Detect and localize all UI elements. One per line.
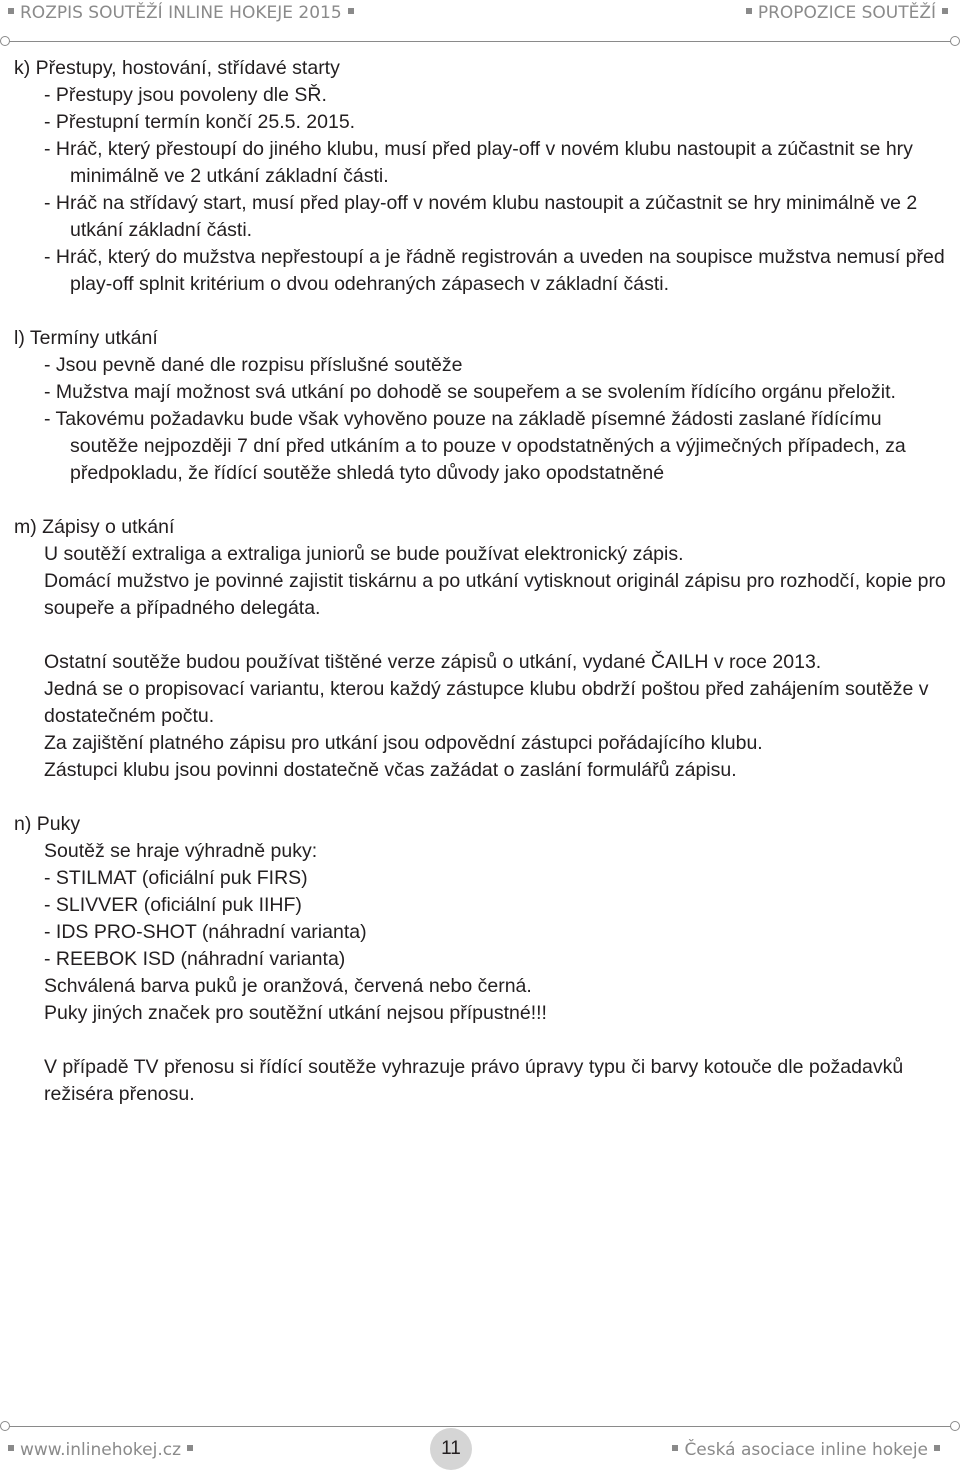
paragraph: Za zajištění platného zápisu pro utkání jsou odpovědní zástupci pořádajícího klubu. [44,732,763,754]
page-header [0,0,960,30]
list-item: - Takovému požadavku bude však vyhověno pouze na základě písemné žádosti zaslané řídícímu soutěže nejpozději 7 dní před utkáním a to pouze v opodstatněných a výjimečných případech, za předpokladu, že řídící soutěže shledá tyto důvody jako opodstatněné [44,408,906,484]
bullet-square-icon [942,8,948,14]
list-item: - Hráč, který přestoupí do jiného klubu, musí před play-off v novém klubu nastoupit a zúčastnit se hry minimálně ve 2 utkání základní části. [44,138,913,187]
paragraph: Jedná se o propisovací variantu, kterou každý zástupce klubu obdrží poštou před zahájením soutěže v dostatečném počtu. [44,678,929,727]
page-number-badge: 11 [430,1428,472,1470]
list-item: - Přestupní termín končí 25.5. 2015. [44,111,356,133]
section-m-title: m) Zápisy o utkání [14,516,175,538]
paragraph: U soutěží extraliga a extraliga juniorů se bude používat elektronický zápis. [44,543,684,565]
bullet-square-icon [187,1445,193,1451]
footer-website-link[interactable]: www.inlinehokej.cz [20,1440,182,1460]
paragraph: Ostatní soutěže budou používat tištěné verze zápisů o utkání, vydané ČAILH v roce 2013. [44,651,822,673]
list-item: - IDS PRO-SHOT (náhradní varianta) [44,921,367,943]
bullet-square-icon [348,8,354,14]
bullet-square-icon [672,1445,678,1451]
header-title-left: ROZPIS SOUTĚŽÍ INLINE HOKEJE 2015 [20,3,342,23]
list-item: - Hráč na střídavý start, musí před play-off v novém klubu nastoupit a zúčastnit se hry minimálně ve 2 utkání základní části. [44,192,918,241]
bullet-square-icon [934,1445,940,1451]
rule-end-circle-icon [950,36,960,46]
paragraph: Domácí mužstvo je povinné zajistit tiskárnu a po utkání vytisknout originál zápisu pro rozhodčí, kopie pro soupeře a případného delegáta. [44,570,946,619]
list-item: - Jsou pevně dané dle rozpisu příslušné soutěže [44,354,463,376]
bullet-square-icon [8,1445,14,1451]
paragraph: Soutěž se hraje výhradně puky: [44,840,318,862]
section-n-title: n) Puky [14,813,81,835]
header-title-right: PROPOZICE SOUTĚŽÍ [757,3,936,23]
list-item: - Hráč, který do mužstva nepřestoupí a je řádně registrován a uveden na soupisce mužstva nemusí před play-off splnit kritérium o dvou odehraných zápasech v základní části. [44,246,945,295]
list-item: - REEBOK ISD (náhradní varianta) [44,948,346,970]
section-k-title: k) Přestupy, hostování, střídavé starty [14,57,340,79]
bullet-square-icon [8,8,14,14]
footer-rule [8,1426,952,1427]
paragraph: Zástupci klubu jsou povinni dostatečně včas zažádat o zaslání formulářů zápisu. [44,759,737,781]
list-item: - SLIVVER (oficiální puk IIHF) [44,894,302,916]
page-footer [0,1436,960,1466]
footer-organization: Česká asociace inline hokeje [684,1440,928,1460]
bullet-square-icon [746,8,752,14]
document-body [14,55,949,1108]
paragraph: V případě TV přenosu si řídící soutěže vyhrazuje právo úpravy typu či barvy kotouče dle požadavků režiséra přenosu. [44,1056,904,1105]
list-item: - STILMAT (oficiální puk FIRS) [44,867,308,889]
section-l-title: l) Termíny utkání [14,327,158,349]
rule-end-circle-icon [0,1421,10,1431]
paragraph: Puky jiných značek pro soutěžní utkání nejsou přípustné!!! [44,1002,547,1024]
rule-end-circle-icon [0,36,10,46]
list-item: - Mužstva mají možnost svá utkání po dohodě se soupeřem a se svolením řídícího orgánu přeložit. [44,381,896,403]
list-item: - Přestupy jsou povoleny dle SŘ. [44,84,327,106]
header-rule [8,41,952,42]
paragraph: Schválená barva puků je oranžová, červená nebo černá. [44,975,532,997]
rule-end-circle-icon [950,1421,960,1431]
